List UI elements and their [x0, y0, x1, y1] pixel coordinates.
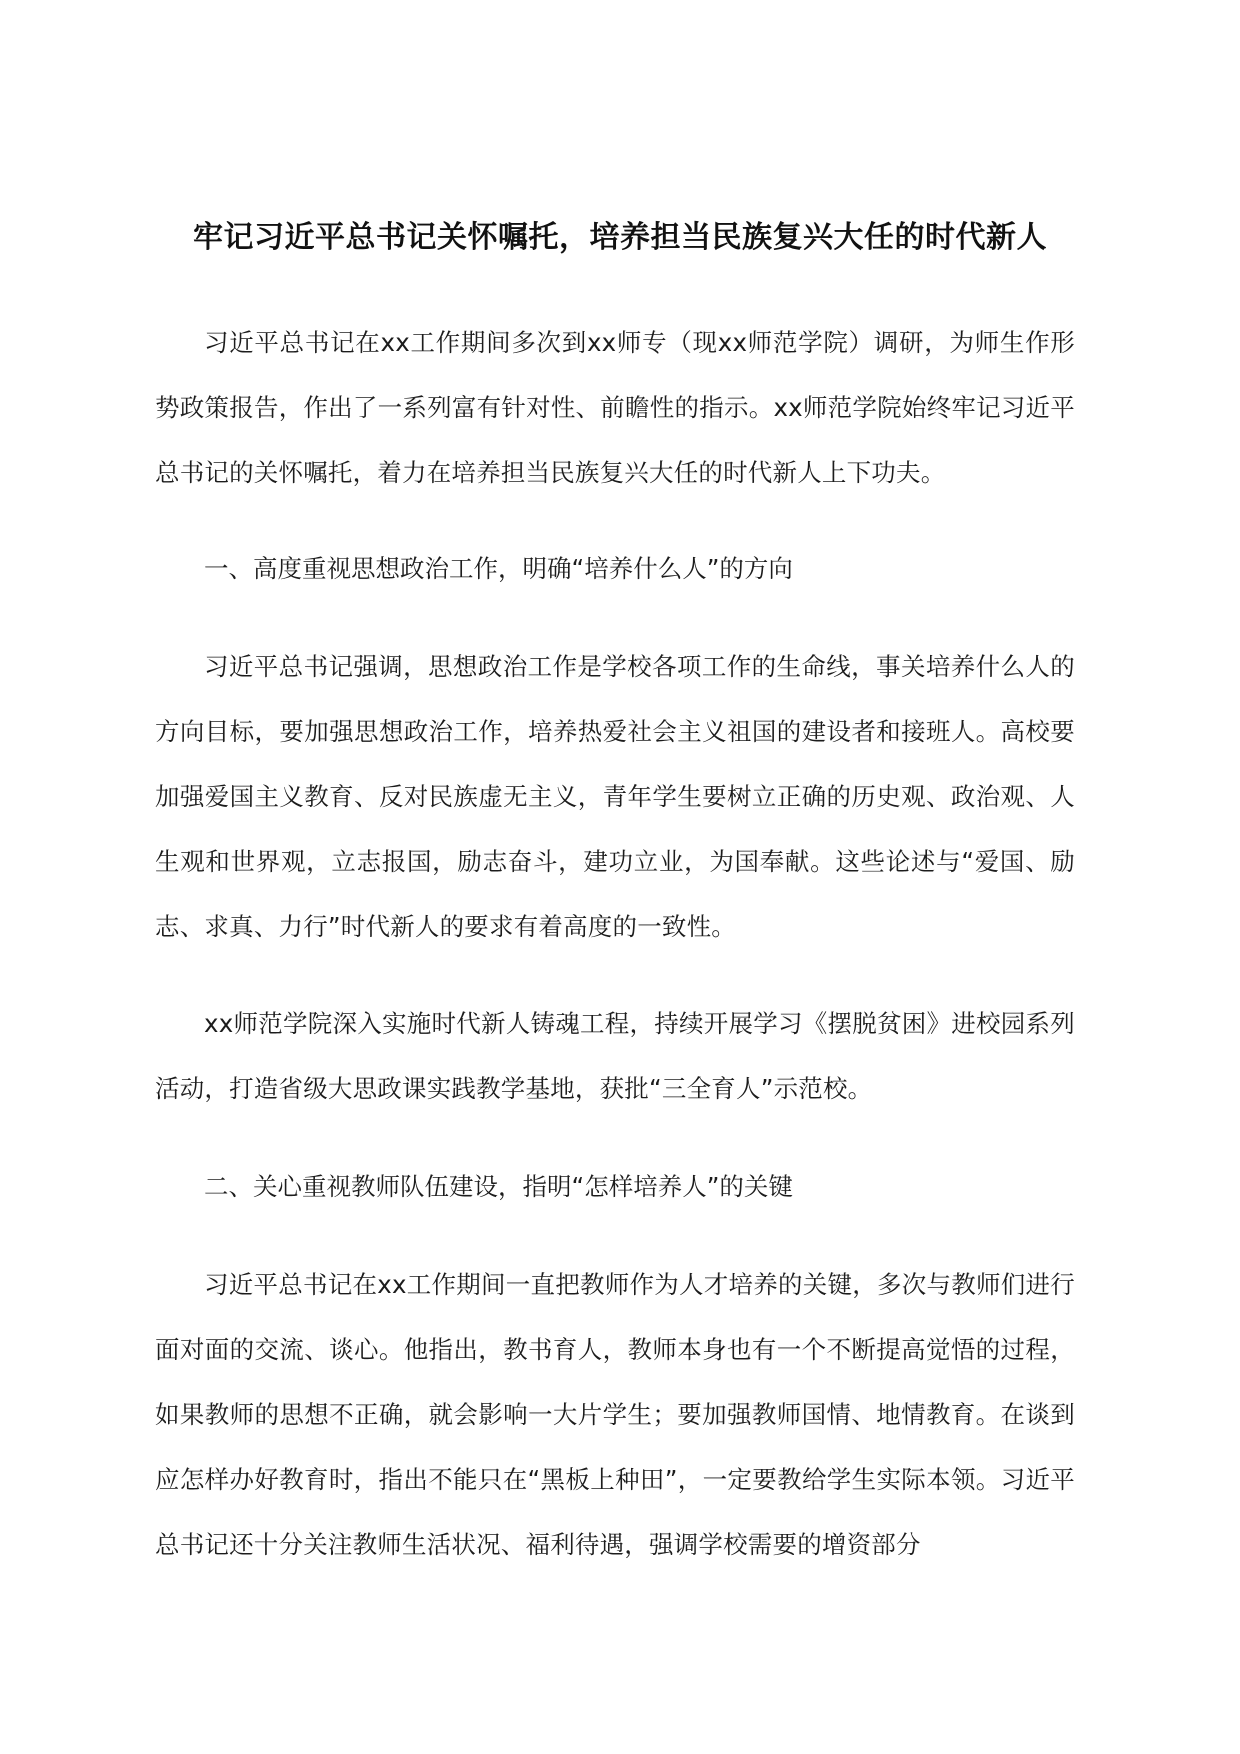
section-1-heading: 一、高度重视思想政治工作，明确“培养什么人”的方向 — [204, 554, 793, 583]
section-2-paragraph-1: 习近平总书记在xx工作期间一直把教师作为人才培养的关键，多次与教师们进行面对面的交流、谈心。他指出，教书育人，教师本身也有一个不断提高觉悟的过程，如果教师的思想不正确，就会影响一大片学生；要加强教师国情、地情教育。在谈到应怎样办好教育时，指出不能只在“黑板上种田”，一定要教给学生实际本领。习近平总书记还十分关注教师生活状况、福利待遇，强调学校需要的增资部分 — [155, 1270, 1075, 1559]
document-title: 牢记习近平总书记关怀嘱托，培养担当民族复兴大任的时代新人 — [193, 220, 1047, 255]
section-1-paragraph-2: xx师范学院深入实施时代新人铸魂工程，持续开展学习《摆脱贫困》进校园系列活动，打造省级大思政课实践教学基地，获批“三全育人”示范校。 — [155, 1009, 1075, 1103]
section-1-paragraph-1: 习近平总书记强调，思想政治工作是学校各项工作的生命线，事关培养什么人的方向目标，要加强思想政治工作，培养热爱社会主义祖国的建设者和接班人。高校要加强爱国主义教育、反对民族虚无主义，青年学生要树立正确的历史观、政治观、人生观和世界观，立志报国，励志奋斗，建功立业，为国奉献。这些论述与“爱国、励志、求真、力行”时代新人的要求有着高度的一致性。 — [155, 652, 1075, 941]
section-2-heading: 二、关心重视教师队伍建设，指明“怎样培养人”的关键 — [204, 1172, 793, 1201]
intro-paragraph: 习近平总书记在xx工作期间多次到xx师专（现xx师范学院）调研，为师生作形势政策报告，作出了一系列富有针对性、前瞻性的指示。xx师范学院始终牢记习近平总书记的关怀嘱托，着力在培养担当民族复兴大任的时代新人上下功夫。 — [155, 328, 1075, 487]
